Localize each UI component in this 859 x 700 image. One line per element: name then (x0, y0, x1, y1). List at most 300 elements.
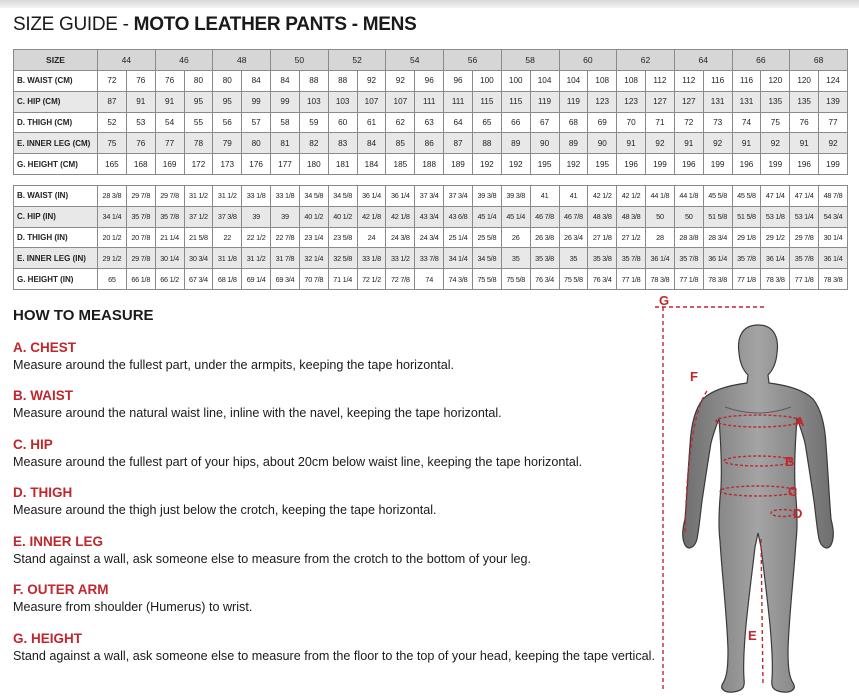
table-cell: 99 (242, 91, 271, 112)
table-cell: 199 (703, 154, 732, 175)
table-cell: 74 (415, 269, 444, 290)
table-cell: 91 (126, 91, 155, 112)
table-cell: 88 (299, 71, 328, 92)
table-cell: 81 (271, 133, 300, 154)
size-header-cell: 48 (213, 50, 271, 71)
table-cell: 44 1/8 (674, 186, 703, 207)
table-cell: 71 1/4 (328, 269, 357, 290)
table-cell: 45 1/4 (501, 206, 530, 227)
table-row (14, 227, 848, 248)
table-cell: 78 3/8 (646, 269, 675, 290)
table-cell: 111 (415, 91, 444, 112)
table-cell: 23 1/4 (299, 227, 328, 248)
label-d: D (793, 506, 803, 521)
table-cell: 181 (328, 154, 357, 175)
table-cell: 36 1/4 (703, 248, 732, 269)
table-cell: 172 (184, 154, 213, 175)
suit-silhouette (683, 325, 834, 692)
table-cell: 88 (328, 71, 357, 92)
table-cell: 75 (761, 112, 790, 133)
table-cell: 68 1/8 (213, 269, 242, 290)
table-cell: 92 (357, 71, 386, 92)
table-cell: 24 3/8 (386, 227, 415, 248)
table-cell: 188 (415, 154, 444, 175)
table-cell: 51 5/8 (732, 206, 761, 227)
table-cell: 28 (646, 227, 675, 248)
table-cell: 69 (588, 112, 617, 133)
table-cell: 84 (242, 71, 271, 92)
size-header-cell: 66 (732, 50, 790, 71)
table-cell: 31 1/2 (242, 248, 271, 269)
table-cell: 67 (530, 112, 559, 133)
table-cell: 39 (271, 206, 300, 227)
table-cell: 31 1/2 (213, 186, 242, 207)
label-b: B (785, 454, 795, 469)
size-table-cm (13, 49, 848, 175)
measure-title-waist: B. WAIST (13, 388, 73, 403)
measure-text-hip: Measure around the fullest part of your hips, about 20cm below waist line, keeping the tape horizontal. (13, 455, 583, 469)
table-cell: 131 (703, 91, 732, 112)
table-cell: 80 (213, 71, 242, 92)
table-cell: 28 3/4 (703, 227, 732, 248)
table-cell: 34 5/8 (299, 186, 328, 207)
table-cell: 96 (415, 71, 444, 92)
table-cell: 21 1/4 (155, 227, 184, 248)
table-cell: 35 7/8 (674, 248, 703, 269)
table-cell: 119 (559, 91, 588, 112)
table-cell: 21 5/8 (184, 227, 213, 248)
table-row (14, 133, 848, 154)
table-cell: 199 (761, 154, 790, 175)
table-cell: 77 1/8 (674, 269, 703, 290)
table-cell: 177 (271, 154, 300, 175)
table-cell: 199 (646, 154, 675, 175)
table-cell: 80 (184, 71, 213, 92)
table-cell: 82 (299, 133, 328, 154)
label-e: E (748, 628, 757, 643)
table-cell: 104 (530, 71, 559, 92)
measure-text-waist: Measure around the natural waist line, inline with the navel, keeping the tape horizontal. (13, 406, 502, 420)
table-cell: 63 (415, 112, 444, 133)
table-cell: 119 (530, 91, 559, 112)
table-cell: 115 (472, 91, 501, 112)
table-cell: 173 (213, 154, 242, 175)
table-cell: 37 3/8 (213, 206, 242, 227)
table-cell: 184 (357, 154, 386, 175)
table-cell: 50 (646, 206, 675, 227)
table-cell: 124 (819, 71, 848, 92)
measure-title-height: G. HEIGHT (13, 631, 83, 646)
table-cell: 92 (819, 133, 848, 154)
table-cell: 195 (530, 154, 559, 175)
table-cell: 69 3/4 (271, 269, 300, 290)
table-cell: 20 7/8 (126, 227, 155, 248)
table-cell: 123 (617, 91, 646, 112)
table-cell: 76 (155, 71, 184, 92)
size-header-cell: 56 (444, 50, 502, 71)
table-cell: 42 1/2 (617, 186, 646, 207)
table-cell: 53 1/4 (790, 206, 819, 227)
table-cell: 35 7/8 (126, 206, 155, 227)
table-cell: 139 (819, 91, 848, 112)
measure-title-chest: A. CHEST (13, 340, 77, 355)
table-cell: 22 1/2 (242, 227, 271, 248)
table-cell: 40 1/2 (299, 206, 328, 227)
table-cell: 57 (242, 112, 271, 133)
table-cell: 35 7/8 (155, 206, 184, 227)
table-cell: 91 (155, 91, 184, 112)
table-cell: 99 (271, 91, 300, 112)
table-row (14, 206, 848, 227)
table-cell: 91 (790, 133, 819, 154)
table-cell: 29 7/8 (126, 186, 155, 207)
table-cell: 29 1/8 (732, 227, 761, 248)
table-cell: 48 7/8 (819, 186, 848, 207)
table-cell: 196 (674, 154, 703, 175)
table-cell: 76 (126, 71, 155, 92)
measure-text-thigh: Measure around the thigh just below the crotch, keeping the tape horizontal. (13, 503, 437, 517)
table-cell: 37 3/4 (415, 186, 444, 207)
table-cell: 87 (444, 133, 473, 154)
table-cell: 59 (299, 112, 328, 133)
table-cell: 22 7/8 (271, 227, 300, 248)
table-cell: 25 1/4 (444, 227, 473, 248)
table-cell: 80 (242, 133, 271, 154)
table-cell: 66 1/2 (155, 269, 184, 290)
table-cell: 64 (444, 112, 473, 133)
table-cell: 135 (790, 91, 819, 112)
table-cell: 51 5/8 (703, 206, 732, 227)
table-cell: 42 1/8 (386, 206, 415, 227)
table-cell: 66 (501, 112, 530, 133)
table-cell: 78 3/8 (819, 269, 848, 290)
table-cell: 87 (98, 91, 127, 112)
table-cell: 37 1/2 (184, 206, 213, 227)
table-cell: 34 5/8 (328, 186, 357, 207)
table-cell: 185 (386, 154, 415, 175)
table-cell: 86 (415, 133, 444, 154)
table-cell: 176 (242, 154, 271, 175)
table-cell: 100 (472, 71, 501, 92)
table-cell: 72 (98, 71, 127, 92)
table-cell: 31 1/8 (213, 248, 242, 269)
size-table-inches (13, 185, 848, 290)
measure-title-hip: C. HIP (13, 437, 53, 452)
table-cell: 45 5/8 (732, 186, 761, 207)
table-cell: 107 (357, 91, 386, 112)
table-cell: 37 3/4 (444, 186, 473, 207)
table-cell: 92 (761, 133, 790, 154)
label-g: G (659, 295, 670, 308)
table-cell: 120 (761, 71, 790, 92)
table-cell: 111 (444, 91, 473, 112)
table-cell: 165 (98, 154, 127, 175)
table-cell: 168 (126, 154, 155, 175)
table-cell: 75 5/8 (501, 269, 530, 290)
table-cell: 55 (184, 112, 213, 133)
row-label: E. INNER LEG (IN) (14, 248, 98, 269)
table-cell: 83 (328, 133, 357, 154)
table-cell: 107 (386, 91, 415, 112)
table-cell: 47 1/4 (790, 186, 819, 207)
table-row (14, 269, 848, 290)
table-cell: 29 7/8 (155, 186, 184, 207)
table-cell: 77 1/8 (617, 269, 646, 290)
table-cell: 36 1/4 (386, 186, 415, 207)
table-cell: 28 3/8 (674, 227, 703, 248)
table-cell: 36 1/4 (819, 248, 848, 269)
size-header-cell: 68 (790, 50, 848, 71)
table-cell: 50 (674, 206, 703, 227)
table-cell: 45 5/8 (703, 186, 732, 207)
row-label: C. HIP (CM) (14, 91, 98, 112)
measure-title-inner-leg: E. INNER LEG (13, 534, 104, 549)
table-cell: 61 (357, 112, 386, 133)
table-cell: 54 3/4 (819, 206, 848, 227)
table-cell: 135 (761, 91, 790, 112)
table-cell: 29 1/2 (98, 248, 127, 269)
table-cell: 53 (126, 112, 155, 133)
table-cell: 131 (732, 91, 761, 112)
table-cell: 104 (559, 71, 588, 92)
table-cell: 32 1/4 (299, 248, 328, 269)
table-cell: 43 3/4 (415, 206, 444, 227)
table-cell: 30 1/4 (819, 227, 848, 248)
table-cell: 120 (790, 71, 819, 92)
row-label: C. HIP (IN) (14, 206, 98, 227)
table-cell: 89 (559, 133, 588, 154)
table-cell: 46 7/8 (559, 206, 588, 227)
table-cell: 92 (646, 133, 675, 154)
table-cell: 77 1/8 (790, 269, 819, 290)
table-cell: 67 3/4 (184, 269, 213, 290)
table-cell: 180 (299, 154, 328, 175)
measure-title-outer-arm: F. OUTER ARM (13, 582, 109, 597)
size-header-label: SIZE (14, 50, 98, 71)
table-cell: 32 5/8 (328, 248, 357, 269)
table-cell: 127 (674, 91, 703, 112)
table-cell: 40 1/2 (328, 206, 357, 227)
table-cell: 35 7/8 (790, 248, 819, 269)
table-cell: 72 7/8 (386, 269, 415, 290)
table-header-row (14, 50, 848, 71)
table-cell: 53 1/8 (761, 206, 790, 227)
size-header-cell: 64 (674, 50, 732, 71)
page-title (13, 14, 416, 36)
label-f: F (690, 369, 698, 384)
measure-text-outer-arm: Measure from shoulder (Humerus) to wrist. (13, 600, 253, 614)
top-gradient-bar (0, 0, 859, 8)
table-cell: 65 (98, 269, 127, 290)
body-measurement-figure (645, 295, 855, 697)
table-cell: 33 7/8 (415, 248, 444, 269)
table-cell: 66 1/8 (126, 269, 155, 290)
size-header-cell: 54 (386, 50, 444, 71)
table-cell: 70 7/8 (299, 269, 328, 290)
how-to-measure-heading: HOW TO MEASURE (13, 307, 154, 324)
table-cell: 115 (501, 91, 530, 112)
row-label: G. HEIGHT (IN) (14, 269, 98, 290)
table-cell: 78 (184, 133, 213, 154)
table-cell: 20 1/2 (98, 227, 127, 248)
label-c: C (788, 484, 798, 499)
table-cell: 30 1/4 (155, 248, 184, 269)
table-cell: 35 7/8 (617, 248, 646, 269)
table-cell: 23 5/8 (328, 227, 357, 248)
row-label: E. INNER LEG (CM) (14, 133, 98, 154)
table-cell: 91 (617, 133, 646, 154)
table-cell: 196 (617, 154, 646, 175)
table-cell: 48 3/8 (617, 206, 646, 227)
table-cell: 89 (501, 133, 530, 154)
table-cell: 36 1/4 (761, 248, 790, 269)
table-cell: 29 1/2 (761, 227, 790, 248)
table-cell: 48 3/8 (588, 206, 617, 227)
table-cell: 68 (559, 112, 588, 133)
table-cell: 52 (98, 112, 127, 133)
table-cell: 39 3/8 (501, 186, 530, 207)
table-cell: 127 (646, 91, 675, 112)
table-cell: 88 (472, 133, 501, 154)
table-cell: 31 7/8 (271, 248, 300, 269)
table-cell: 77 (155, 133, 184, 154)
table-cell: 189 (444, 154, 473, 175)
table-cell: 56 (213, 112, 242, 133)
table-cell: 33 1/8 (271, 186, 300, 207)
table-cell: 103 (299, 91, 328, 112)
table-cell: 196 (790, 154, 819, 175)
table-cell: 47 1/4 (761, 186, 790, 207)
table-cell: 112 (674, 71, 703, 92)
table-cell: 195 (588, 154, 617, 175)
table-cell: 62 (386, 112, 415, 133)
table-row (14, 154, 848, 175)
table-cell: 76 3/4 (588, 269, 617, 290)
table-cell: 58 (271, 112, 300, 133)
table-cell: 78 3/8 (761, 269, 790, 290)
table-cell: 44 1/8 (646, 186, 675, 207)
table-cell: 33 1/2 (386, 248, 415, 269)
table-cell: 60 (328, 112, 357, 133)
table-cell: 75 (98, 133, 127, 154)
measure-text-chest: Measure around the fullest part, under the armpits, keeping the tape horizontal. (13, 358, 455, 372)
table-cell: 192 (472, 154, 501, 175)
size-header-cell: 52 (328, 50, 386, 71)
table-cell: 39 (242, 206, 271, 227)
table-cell: 92 (703, 133, 732, 154)
table-cell: 24 3/4 (415, 227, 444, 248)
table-cell: 27 1/2 (617, 227, 646, 248)
table-cell: 34 5/8 (472, 248, 501, 269)
table-cell: 34 1/4 (98, 206, 127, 227)
table-cell: 84 (271, 71, 300, 92)
measure-text-height: Stand against a wall, ask someone else to measure from the floor to the top of your head, keeping the tape vertical. (13, 649, 655, 663)
table-cell: 36 1/4 (646, 248, 675, 269)
table-cell: 45 1/4 (472, 206, 501, 227)
table-cell: 192 (559, 154, 588, 175)
table-cell: 108 (588, 71, 617, 92)
size-header-cell: 50 (271, 50, 329, 71)
title-product: MOTO LEATHER PANTS - MENS (133, 14, 417, 35)
table-cell: 43 6/8 (444, 206, 473, 227)
measure-text-inner-leg: Stand against a wall, ask someone else to measure from the crotch to the bottom of your leg. (13, 552, 532, 566)
table-cell: 29 7/8 (126, 248, 155, 269)
table-cell: 77 (819, 112, 848, 133)
table-cell: 95 (184, 91, 213, 112)
table-cell: 192 (501, 154, 530, 175)
table-cell: 100 (501, 71, 530, 92)
table-cell: 116 (732, 71, 761, 92)
row-label: D. THIGH (IN) (14, 227, 98, 248)
table-cell: 196 (732, 154, 761, 175)
table-cell: 169 (155, 154, 184, 175)
table-cell: 35 7/8 (732, 248, 761, 269)
table-cell: 91 (732, 133, 761, 154)
table-cell: 26 3/8 (530, 227, 559, 248)
table-cell: 42 1/8 (357, 206, 386, 227)
table-cell: 35 3/8 (588, 248, 617, 269)
table-cell: 76 (126, 133, 155, 154)
table-cell: 72 (674, 112, 703, 133)
table-cell: 77 1/8 (732, 269, 761, 290)
table-cell: 79 (213, 133, 242, 154)
table-cell: 90 (530, 133, 559, 154)
table-cell: 199 (819, 154, 848, 175)
table-cell: 95 (213, 91, 242, 112)
size-header-cell: 62 (617, 50, 675, 71)
title-prefix: SIZE GUIDE - (13, 14, 134, 35)
table-cell: 35 (501, 248, 530, 269)
table-cell: 91 (674, 133, 703, 154)
table-cell: 27 1/8 (588, 227, 617, 248)
row-label: B. WAIST (CM) (14, 71, 98, 92)
table-cell: 46 7/8 (530, 206, 559, 227)
row-label: B. WAIST (IN) (14, 186, 98, 207)
table-cell: 96 (444, 71, 473, 92)
table-row (14, 91, 848, 112)
table-cell: 34 1/4 (444, 248, 473, 269)
table-row (14, 186, 848, 207)
table-cell: 65 (472, 112, 501, 133)
table-cell: 73 (703, 112, 732, 133)
table-row (14, 112, 848, 133)
label-a: A (795, 414, 805, 429)
row-label: D. THIGH (CM) (14, 112, 98, 133)
table-cell: 72 1/2 (357, 269, 386, 290)
table-cell: 78 3/8 (703, 269, 732, 290)
table-cell: 75 5/8 (559, 269, 588, 290)
table-cell: 71 (646, 112, 675, 133)
table-cell: 74 (732, 112, 761, 133)
table-cell: 108 (617, 71, 646, 92)
measure-title-thigh: D. THIGH (13, 485, 73, 500)
table-cell: 35 3/8 (530, 248, 559, 269)
table-cell: 28 3/8 (98, 186, 127, 207)
table-cell: 76 3/4 (530, 269, 559, 290)
table-cell: 85 (386, 133, 415, 154)
table-cell: 41 (559, 186, 588, 207)
table-cell: 69 1/4 (242, 269, 271, 290)
table-cell: 92 (386, 71, 415, 92)
table-row (14, 71, 848, 92)
table-cell: 75 5/8 (472, 269, 501, 290)
table-cell: 90 (588, 133, 617, 154)
table-cell: 36 1/4 (357, 186, 386, 207)
table-cell: 103 (328, 91, 357, 112)
table-cell: 24 (357, 227, 386, 248)
table-cell: 74 3/8 (444, 269, 473, 290)
table-cell: 76 (790, 112, 819, 133)
